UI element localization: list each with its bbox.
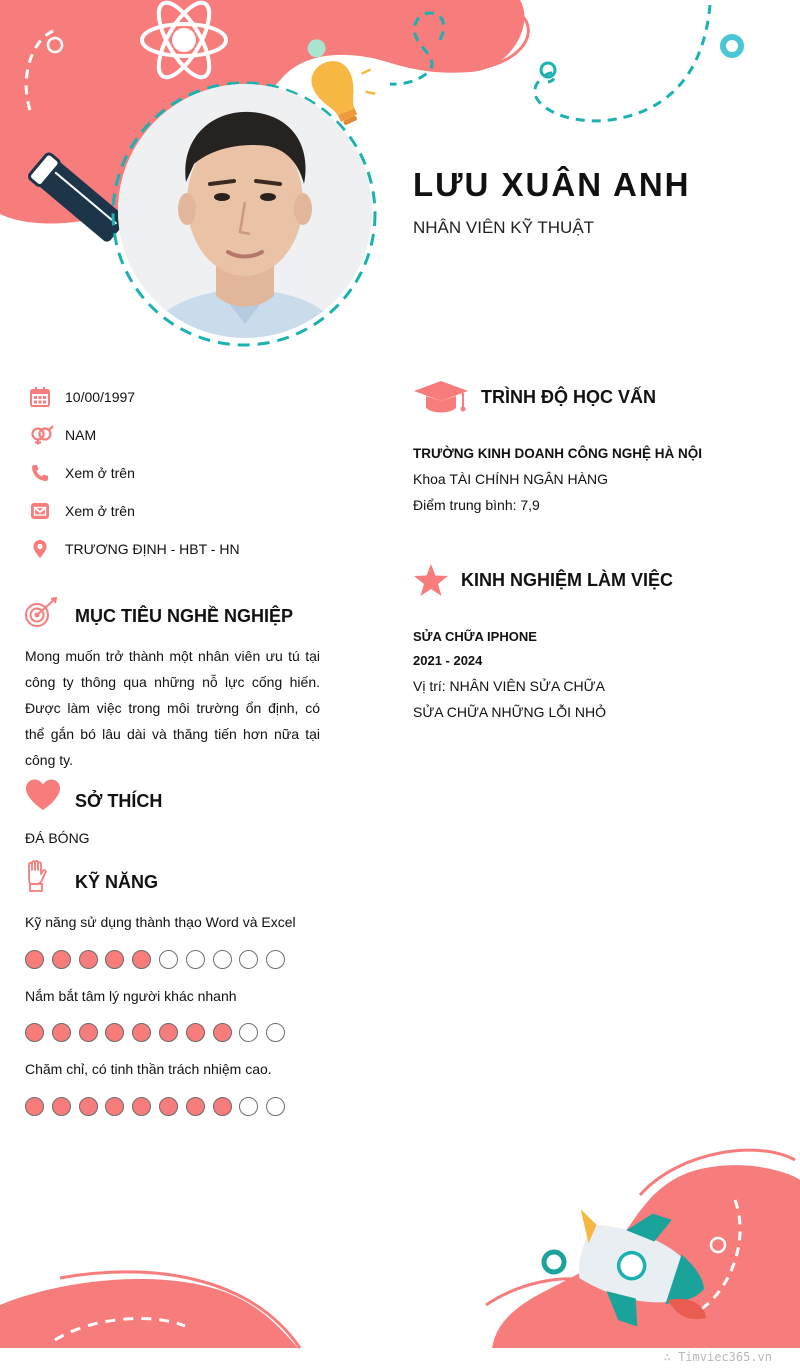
rating-dot-empty bbox=[239, 1097, 258, 1116]
skills-heading: KỸ NĂNG bbox=[75, 872, 159, 892]
rating-dot-filled bbox=[25, 1023, 44, 1042]
graduation-cap-icon bbox=[413, 380, 469, 416]
company-name: SỬA CHỮA IPHONE bbox=[413, 629, 537, 644]
school-name: TRƯỜNG KINH DOANH CÔNG NGHỆ HÀ NỘI bbox=[413, 446, 702, 461]
rating-dot-empty bbox=[159, 950, 178, 969]
star-icon bbox=[413, 563, 449, 597]
hobbies-heading: SỞ THÍCH bbox=[75, 791, 163, 811]
birthday-value: 10/00/1997 bbox=[65, 389, 136, 405]
rating-dot-filled bbox=[25, 1097, 44, 1116]
rating-dot-filled bbox=[132, 950, 151, 969]
objective-heading: MỤC TIÊU NGHỀ NGHIỆP bbox=[75, 606, 294, 626]
rating-dot-filled bbox=[186, 1023, 205, 1042]
address-value: TRƯƠNG ĐỊNH - HBT - HN bbox=[65, 541, 240, 557]
profile-photo bbox=[118, 84, 372, 338]
email-icon bbox=[30, 501, 50, 521]
objective-text: Mong muốn trở thành một nhân viên ưu tú tại công ty thông qua những nỗ lực cống hiến. Được làm việc trong môi trường ổn định, có thể gắn bó lâu dài và thăng tiến hơn nữa tại công ty. bbox=[25, 648, 320, 768]
gpa-value: Điểm trung bình: 7,9 bbox=[413, 497, 540, 513]
candidate-name: LƯU XUÂN ANH bbox=[413, 166, 691, 203]
rating-dot-filled bbox=[105, 1023, 124, 1042]
rating-dot-filled bbox=[213, 1097, 232, 1116]
email-value: Xem ở trên bbox=[65, 503, 135, 519]
rating-dot-empty bbox=[186, 950, 205, 969]
contact-email bbox=[30, 499, 135, 523]
rating-dot-filled bbox=[52, 1023, 71, 1042]
job-title: NHÂN VIÊN KỸ THUẬT bbox=[413, 218, 595, 237]
target-icon bbox=[24, 597, 58, 629]
skill-name: Nắm bắt tâm lý người khác nhanh bbox=[25, 988, 237, 1004]
skill-rating bbox=[25, 1023, 285, 1042]
rating-dot-filled bbox=[132, 1097, 151, 1116]
gender-icon bbox=[30, 425, 54, 445]
gender-value: NAM bbox=[65, 427, 97, 443]
skill-rating bbox=[25, 950, 285, 969]
rating-dot-empty bbox=[239, 950, 258, 969]
contact-birthday bbox=[30, 385, 136, 409]
rating-dot-filled bbox=[25, 950, 44, 969]
rating-dot-filled bbox=[52, 950, 71, 969]
rating-dot-filled bbox=[159, 1097, 178, 1116]
faculty-name: Khoa TÀI CHÍNH NGÂN HÀNG bbox=[413, 471, 609, 487]
avatar bbox=[118, 84, 372, 338]
watermark: ∴ Timviec365.vn bbox=[663, 1350, 772, 1364]
hobby-item: ĐÁ BÓNG bbox=[25, 830, 90, 846]
location-pin-icon bbox=[30, 539, 50, 559]
rating-dot-filled bbox=[52, 1097, 71, 1116]
rating-dot-filled bbox=[79, 1023, 98, 1042]
rating-dot-empty bbox=[266, 950, 285, 969]
work-period: 2021 - 2024 bbox=[413, 653, 483, 668]
contact-gender bbox=[30, 423, 97, 447]
experience-heading: KINH NGHIỆM LÀM VIỆC bbox=[461, 570, 674, 590]
skill-name: Chăm chỉ, có tinh thần trách nhiệm cao. bbox=[25, 1061, 272, 1077]
calendar-icon bbox=[30, 387, 50, 407]
skill-name: Kỹ năng sử dụng thành thạo Word và Excel bbox=[25, 914, 296, 930]
heart-icon bbox=[25, 779, 61, 811]
rating-dot-empty bbox=[266, 1097, 285, 1116]
rating-dot-empty bbox=[213, 950, 232, 969]
raised-fist-icon bbox=[25, 860, 47, 892]
rating-dot-filled bbox=[213, 1023, 232, 1042]
rating-dot-empty bbox=[239, 1023, 258, 1042]
rating-dot-filled bbox=[79, 1097, 98, 1116]
phone-value: Xem ở trên bbox=[65, 465, 135, 481]
job-description: SỬA CHỮA NHỮNG LỖI NHỎ bbox=[413, 704, 607, 720]
contact-phone bbox=[30, 461, 135, 485]
contact-address bbox=[30, 537, 240, 561]
skill-rating bbox=[25, 1097, 285, 1116]
rating-dot-empty bbox=[266, 1023, 285, 1042]
rating-dot-filled bbox=[105, 950, 124, 969]
rating-dot-filled bbox=[186, 1097, 205, 1116]
phone-icon bbox=[30, 463, 50, 483]
rating-dot-filled bbox=[79, 950, 98, 969]
rating-dot-filled bbox=[132, 1023, 151, 1042]
rating-dot-filled bbox=[159, 1023, 178, 1042]
job-position: Vị trí: NHÂN VIÊN SỬA CHỮA bbox=[413, 678, 605, 694]
rating-dot-filled bbox=[105, 1097, 124, 1116]
education-heading: TRÌNH ĐỘ HỌC VẤN bbox=[481, 387, 656, 407]
